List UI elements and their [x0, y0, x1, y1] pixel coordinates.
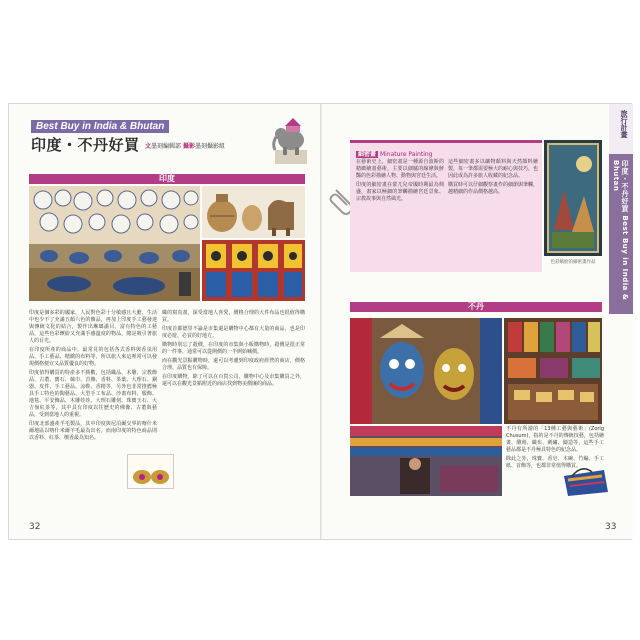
right-page	[322, 104, 633, 539]
article-column-1	[29, 310, 157, 444]
weaving-photo	[350, 426, 502, 496]
paragraph: 不丹有所謂的「13種工藝與藝術」(Zorig Chusum)，指的是不丹的傳統技藝，包括繪畫、雕刻、織布、刺繡、鑄造等，這些手工藝品都是不丹極具特色的紀念品。	[506, 426, 604, 453]
elephant-illustration	[271, 110, 311, 166]
section-band-india: 印度	[29, 174, 305, 184]
paragraph: 印度的細密畫在蒙兀兒帝國時期最為興盛，畫家以極細的筆觸描繪宮廷景象、宗教故事與自然風光。	[356, 182, 444, 202]
ceramics-shop-photo	[29, 186, 200, 301]
paragraph: 購物時別忘了殺價，在印度的市集與小販購物時，殺價是很正常的一件事，通常可以從開價的一半開始喊價。	[162, 342, 305, 355]
minature-painting-box	[350, 140, 542, 272]
credits	[145, 141, 225, 150]
credits-photo: 墨刻攝影組	[194, 143, 225, 150]
article-column-2	[162, 310, 305, 390]
minature-label-tag: 細密畫	[358, 151, 377, 158]
vases-photo	[202, 186, 305, 238]
teapot-photo	[127, 454, 174, 489]
bag-photo	[558, 464, 610, 498]
paragraph: 購買時可以仔細觀察畫作的細節與筆觸，越精細的作品價格越高。	[448, 182, 539, 195]
paragraph: 印度值得購買的特產多不勝數，包括織品、木雕、宗教飾品、古董、寶石、絲巾、首飾、香料、茶葉、大理石、銅器、皮件、手工藝品、涼鞋、香精等，另外也非常推薦極具手工特色的陶藝品、大型手工布品、沙畫布料、服飾、地毯、平安飾品、木雕娃娃、大理石雕刻、珠寶玉石、大吉嶺紅茶等，其中具有印度以往歷史的佛像、古董與藝品，受到當地人的重視。	[29, 370, 157, 418]
header-tag: Best Buy in India & Bhutan	[31, 120, 169, 133]
photo-caption: 色彩繽紛的細密畫作品	[550, 260, 596, 265]
textile-photo	[202, 240, 305, 301]
minature-label-en: Minature Painting	[379, 151, 433, 158]
minature-column-1	[356, 159, 444, 205]
paragraph: 這些細密畫多以礦物顏料與天然顏料繪製，每一筆都需要極大的耐心與技巧，也因此成為許多旅人收藏的紀念品。	[448, 159, 539, 179]
section-band-bhutan: 不丹	[350, 302, 602, 312]
paragraph: 在印度購物，除了可以在百貨公司、購物中心及市集購買之外，還可以在觀光景點附近的商店找到物美價廉的商品。	[162, 374, 305, 387]
page-title: 印度・不丹好買	[31, 136, 140, 154]
minature-painting-photo	[544, 140, 602, 256]
paragraph: 除此之外，珠寶、香皂、木碗、竹編、手工紙、首飾等，也都非常值得購買。	[506, 456, 604, 469]
side-tab-label: 旅行計畫	[620, 110, 628, 138]
page-number: 33	[605, 522, 617, 532]
market-photo	[504, 318, 602, 424]
side-tab	[609, 104, 633, 314]
page-number: 32	[29, 522, 41, 532]
left-page	[9, 104, 320, 539]
side-tab-top	[609, 104, 633, 154]
paragraph: 印度北部盛產羊毛製品，其中印度與尼泊爾交界的喀什米爾地區以喀什米爾羊毛最為出名。而南印度的特色商品則以香料、紅茶、檀香最為知名。	[29, 421, 157, 441]
minature-label	[356, 149, 432, 158]
paragraph: 在藝術史上，細密畫是一種源自波斯的精緻繪畫藝術，主要以細膩的線條與鮮豔的色彩描繪人物、動物與宮廷生活。	[356, 159, 444, 179]
minature-column-2	[448, 159, 538, 198]
credits-photo-label: 攝影	[182, 143, 195, 150]
paragraph: 印度首都德里不論是市集還是購物中心都有大量的商品，也是印度必遊、必買的好地方。	[162, 326, 305, 339]
credits-text: 墨刻編輯部	[151, 143, 182, 150]
paragraph: 而在觀光景點購物時，還可以考慮到印度政府經營的商店，價格合理、品質也有保障。	[162, 358, 305, 371]
credits-text-label: 文	[145, 143, 152, 150]
magazine-spread	[8, 103, 632, 540]
masks-photo	[350, 318, 502, 424]
paragraph: 織的寫真畫，深受當地人喜愛，價格合理的大件布品也很值得購買。	[162, 310, 305, 323]
paragraph: 印度是個多彩的國家，人民對色彩十分敏感且大膽，生活中也少不了充滿五顏六色的飾品，再加上印度手工藝發達與傳統文化的結合，製作出琳瑯滿目、富有特色的工藝品，這些色彩繽紛又充滿手感溫度的物品，總是吸引著旅人的目光。	[29, 310, 157, 344]
paragraph: 在印度所產的商品中，最常見的包括各式香料與香氛用品、手工藝品、精緻的布料等，所以旅人來這裡常可以發現價格便宜又品質優良的好物。	[29, 347, 157, 367]
side-tab-text: 印度・不丹好買 Best Buy in India & Bhutan	[612, 160, 629, 301]
